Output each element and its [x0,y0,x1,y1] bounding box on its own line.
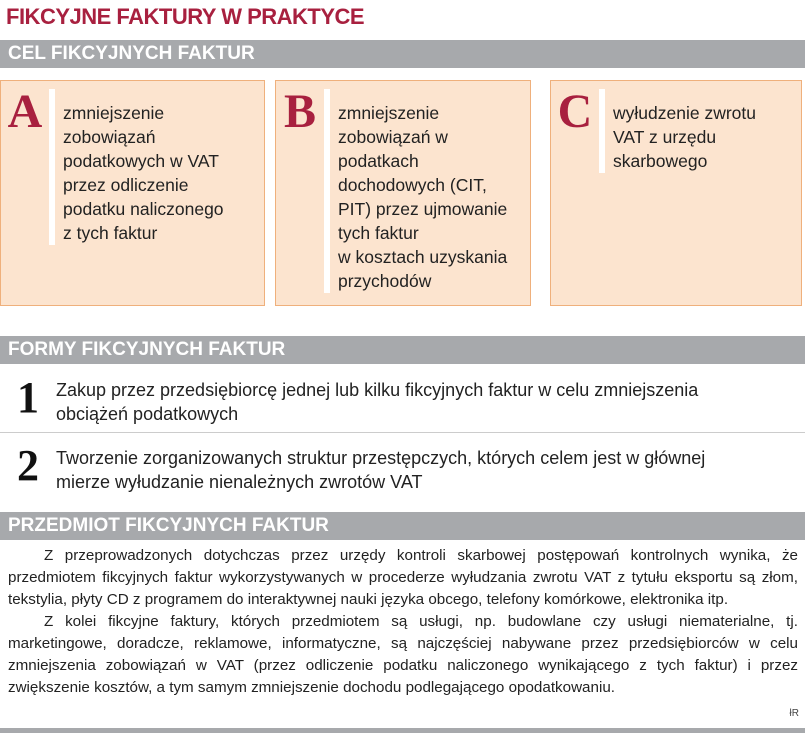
form-number: 1 [17,373,39,422]
goal-box-c [550,80,802,306]
section-heading-przedmiot: PRZEDMIOT FIKCYJNYCH FAKTUR [0,512,805,540]
form-number: 2 [17,441,39,490]
goal-text: wyłudzenie zwrotu VAT z urzędu skarbowego [599,89,762,173]
subject-text [8,545,798,699]
divider [0,432,805,433]
form-item-2 [0,440,805,494]
goal-box-b [275,80,531,306]
form-text: Tworzenie zorganizowanych struktur przestępczych, których celem jest w głównej mierze wyłudzanie nienależnych zwrotów VAT [56,448,706,492]
goal-text: zmniejszenie zobowiązań w podatkach dochodowych (CIT, PIT) przez ujmowanie tych faktur w kosztach uzyskania przychodów [324,89,513,293]
paragraph: Z przeprowadzonych dotychczas przez urzędy kontroli skarbowej postępowań kontrolnych wynika, że przedmiotem fikcyjnych faktur wykorzystywanych w procederze wyłudzania zwrotu VAT z tytułu eksportu są złom, tekstylia, płyty CD z programem do interaktywnej nauki języka obcego, telefony komórkowe, elektronika itp. [8,547,798,608]
form-text: Zakup przez przedsiębiorcę jednej lub kilku fikcyjnych faktur w celu zmniejszenia obciążeń podatkowych [56,380,699,424]
bottom-rule [0,728,805,733]
section-heading-cel: CEL FIKCYJNYCH FAKTUR [0,40,805,68]
goal-box-a [0,80,265,306]
goal-letter: A [7,85,43,138]
form-item-1 [0,372,805,426]
page-title: FIKCYJNE FAKTURY W PRAKTYCE [6,4,365,29]
goal-text: zmniejszenie zobowiązań podatkowych w VAT przez odliczenie podatku naliczonego z tych faktur [49,89,230,245]
author-signature: łR [789,708,799,719]
goal-letter: C [557,85,593,138]
section-heading-formy: FORMY FIKCYJNYCH FAKTUR [0,336,805,364]
paragraph: Z kolei fikcyjne faktury, których przedmiotem są usługi, np. budowlane czy usługi niematerialne, tj. marketingowe, doradcze, reklamowe, informatyczne, są najczęściej nabywane przez przedsiębiorców w celu zmniejszenia zobowiązań w VAT (przez odliczenie podatku naliczonego wynikającego z tych faktur) i przez zwiększenie kosztów, a tym samym zmniejszenie dochodu podlegającego opodatkowaniu. [8,613,798,696]
goal-letter: B [283,85,316,138]
